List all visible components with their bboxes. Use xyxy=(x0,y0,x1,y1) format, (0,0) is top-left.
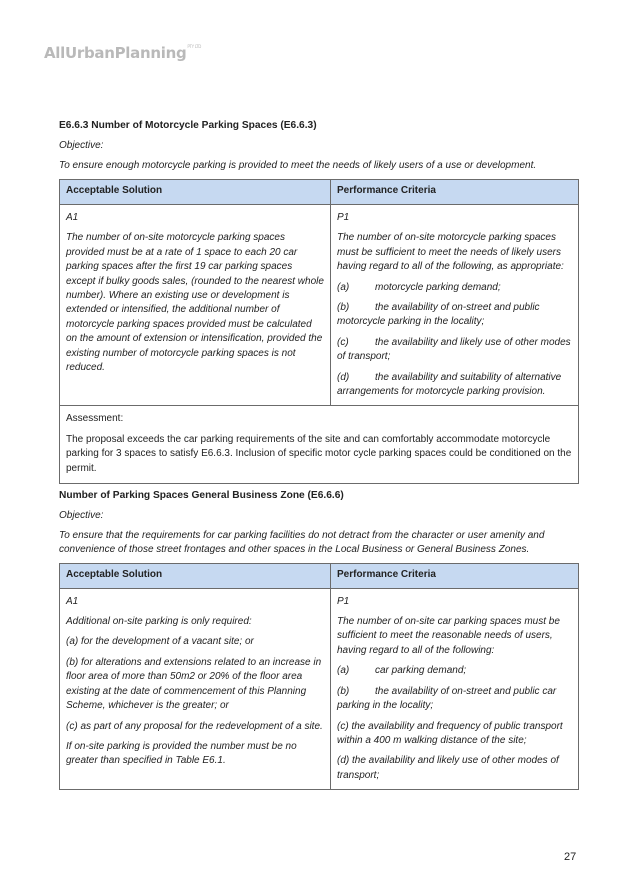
table1-left-code: A1 xyxy=(66,212,79,223)
table2-left-para: If on-site parking is provided the number must be no greater than specified in Table E6.1. xyxy=(66,740,297,767)
table2-left-para: Additional on-site parking is only required: xyxy=(66,616,252,628)
section1-objective-label: Objective: xyxy=(59,140,104,151)
table1-header-acceptable: Acceptable Solution xyxy=(60,180,331,205)
table2-left-para: (a) for the development of a vacant site; or xyxy=(66,636,254,648)
table1-item-b: (b) the availability of on-street and public motorcycle parking in the locality; xyxy=(337,302,540,328)
section1-objective-text: To ensure enough motorcycle parking is provided to meet the needs of likely users of a use or development. xyxy=(59,160,537,171)
table1-acceptable-cell xyxy=(60,205,331,406)
table2-item-b: (b) the availability of on-street and public car parking in the locality; xyxy=(337,685,557,712)
table2-header-acceptable: Acceptable Solution xyxy=(60,563,331,588)
table1-assessment-cell xyxy=(60,406,579,483)
assessment-text: The proposal exceeds the car parking requirements of the site and can comfortably accommodate motorcycle parking for 3 spaces to satisfy E6.6.3. Inclusion of specific motor cycle parking spaces could be conditioned on the permit. xyxy=(66,433,572,475)
table2-right-code: P1 xyxy=(337,595,350,607)
table2-header-performance: Performance Criteria xyxy=(331,563,579,588)
table2-right-para: (d) the availability and likely use of other modes of transport; xyxy=(337,755,559,781)
table1-performance-cell xyxy=(331,205,579,406)
section1-table xyxy=(59,179,579,484)
page-number: 27 xyxy=(564,851,577,863)
table2-right-intro: The number of on-site car parking spaces must be sufficient to meet the reasonable needs of users, having regard to all of the following: xyxy=(337,616,560,656)
table2-left-para: (b) for alterations and extensions related to an increase in floor area of more than 50m2 or 20% of the floor area existing at the date of commencement of this Planning Scheme, whichever is the greater; or xyxy=(66,656,322,712)
table1-item-d: (d) the availability and suitability of alternative arrangements for motorcycle parking provision. xyxy=(337,371,562,398)
table2-acceptable-cell xyxy=(60,588,331,789)
table2-left-code: A1 xyxy=(66,595,79,607)
section2-heading: Number of Parking Spaces General Business Zone (E6.6.6) xyxy=(59,489,344,501)
table1-left-text: The number of on-site motorcycle parking spaces provided must be at a rate of 1 space to each 20 car parking spaces after the first 19 car parking spaces except if bulky goods sales, (rounded to the nearest whole number). Where an existing use or development is extended or intensified, the additional number of motorcycle parking spaces provided must be calculated on the amount of extension or intensification, provided the existing number of motorcycle parking spaces is not reduced. xyxy=(66,232,324,374)
table1-right-intro: The number of on-site motorcycle parking spaces must be sufficient to meet the needs of likely users having regard to all of the following, as appropriate: xyxy=(337,232,564,273)
assessment-label: Assessment: xyxy=(66,413,124,425)
section2-objective-label: Objective: xyxy=(59,509,104,521)
logo-mark: PTY LTD xyxy=(187,44,202,49)
table2-right-para: (c) the availability and frequency of public transport within a 400 m walking distance of the site; xyxy=(337,720,563,746)
table1-item-a: (a) motorcycle parking demand; xyxy=(337,281,501,293)
table1-item-c: (c) the availability and likely use of other modes of transport; xyxy=(337,336,571,363)
table2-item-a: (a) car parking demand; xyxy=(337,665,467,677)
table2-left-para: (c) as part of any proposal for the redevelopment of a site. xyxy=(66,720,323,732)
table2-performance-cell xyxy=(331,588,579,789)
section1-heading: E6.6.3 Number of Motorcycle Parking Spaces (E6.6.3) xyxy=(59,120,317,131)
section2-objective-text: To ensure that the requirements for car parking facilities do not detract from the character or user amenity and convenience of those street frontages and other spaces in the Local Business or General Business Zones. xyxy=(59,529,545,555)
table1-header-performance: Performance Criteria xyxy=(331,180,579,205)
table1-right-code: P1 xyxy=(337,212,350,223)
logo: AllUrbanPlanning$^{PTY LTD}$ xyxy=(44,44,202,62)
section2-table xyxy=(59,563,579,790)
page-content xyxy=(59,119,579,790)
